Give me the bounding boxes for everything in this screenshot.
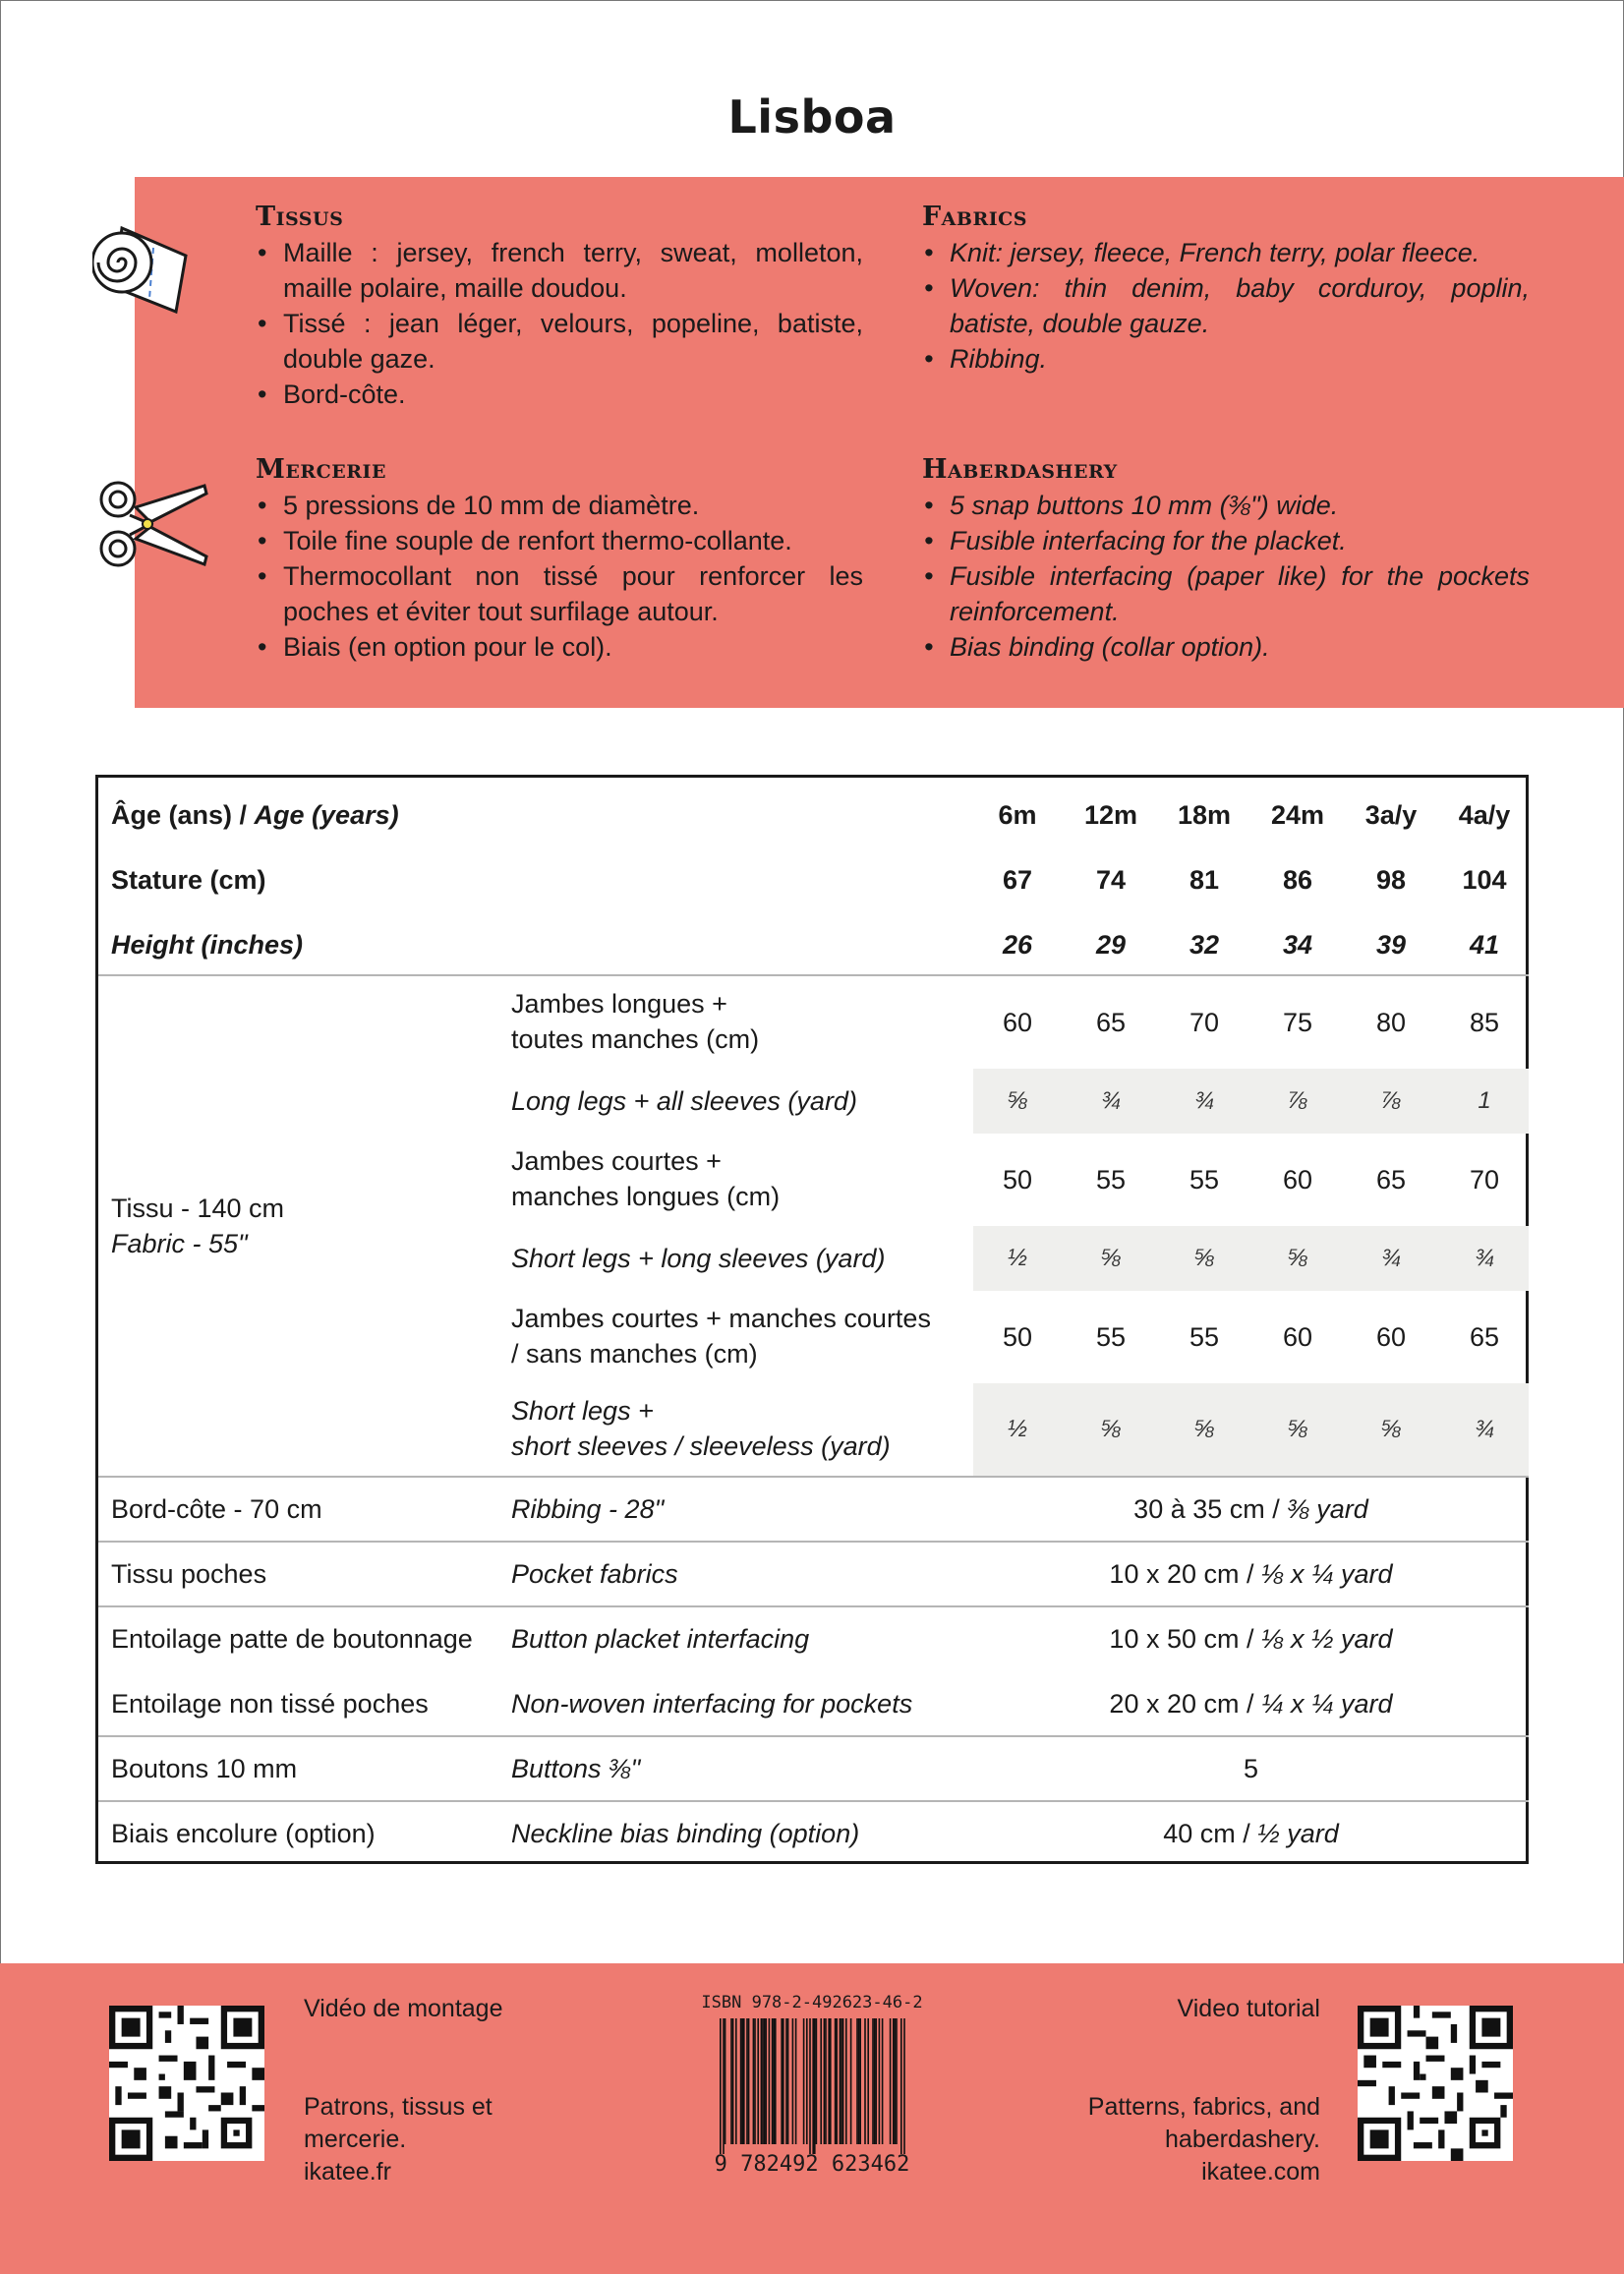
fabrics-fr-heading: Tissus — [256, 202, 344, 232]
table-row — [98, 1802, 1529, 1865]
row-label-en: Buttons ⅜" — [511, 1754, 641, 1783]
stature-value: 86 — [1282, 865, 1313, 895]
fabric-value: 85 — [1469, 1008, 1500, 1037]
barcode-bar — [859, 2018, 861, 2144]
barcode-bar — [896, 2018, 898, 2144]
list-item: • Bord-côte. — [256, 377, 863, 412]
height-value: 26 — [1002, 930, 1033, 960]
quantity-metric: 10 x 50 cm / — [1109, 1624, 1261, 1654]
fabric-row-label-line: toutes manches (cm) — [511, 1024, 760, 1054]
barcode-bar — [795, 2018, 797, 2144]
height-value: 29 — [1095, 930, 1127, 960]
barcode-bar — [741, 2018, 743, 2144]
age-label-fr: Âge (ans) / — [111, 800, 255, 830]
fabric-row-label — [511, 1083, 857, 1119]
quantity-metric: 5 — [1243, 1754, 1259, 1783]
barcode-bar — [772, 2018, 774, 2144]
fabric-row-label — [511, 1143, 780, 1214]
fabric-value: 50 — [1002, 1322, 1033, 1352]
fabric-value: ⅝ — [1007, 1087, 1027, 1114]
age-value: 12m — [1083, 800, 1138, 830]
barcode-bar — [842, 2018, 844, 2144]
fabric-value: ⅝ — [1193, 1416, 1214, 1442]
quantity-imperial: ⅛ x ½ yard — [1261, 1624, 1393, 1654]
barcode-bar — [720, 2018, 722, 2154]
barcode-bar — [836, 2018, 838, 2144]
video-label-fr: Vidéo de montage — [304, 1995, 503, 2022]
shop-text-fr-line: Patrons, tissus et — [304, 2093, 493, 2121]
row-label-fr: Biais encolure (option) — [111, 1819, 376, 1848]
fabric-row-label-line: Short legs + — [511, 1396, 654, 1426]
age-value: 3a/y — [1364, 800, 1418, 830]
barcode-bar — [753, 2018, 755, 2144]
barcode-bar — [867, 2018, 869, 2144]
isbn-label: ISBN 978-2-492623-46-2 — [701, 1993, 923, 2012]
fabric-value: 80 — [1375, 1008, 1407, 1037]
row-label-fr: Tissu poches — [111, 1559, 267, 1589]
haberdashery-fr-heading: Mercerie — [256, 454, 386, 485]
shop-text-en — [1088, 2091, 1320, 2188]
barcode-bar — [841, 2018, 842, 2144]
fabric-row-label — [511, 1301, 931, 1371]
barcode-bar — [856, 2018, 858, 2144]
barcode-bar — [882, 2018, 884, 2144]
fabric-value: ½ — [1007, 1245, 1027, 1271]
page-title: Lisboa — [727, 90, 897, 144]
height-value: 39 — [1375, 930, 1407, 960]
quantity-metric: 10 x 20 cm / — [1109, 1559, 1261, 1589]
shop-text-fr-line: mercerie. — [304, 2126, 407, 2153]
quantity-imperial: ¼ x ¼ yard — [1261, 1689, 1393, 1719]
fabric-value: ¾ — [1474, 1416, 1494, 1442]
row-quantity — [973, 1686, 1529, 1721]
fabric-value: 55 — [1189, 1322, 1220, 1352]
barcode-bar — [725, 2018, 726, 2144]
list-item: • 5 pressions de 10 mm de diamètre. — [256, 488, 863, 523]
stature-label: Stature (cm) — [111, 865, 266, 895]
row-label-en: Neckline bias binding (option) — [511, 1819, 860, 1848]
fabric-value: ¾ — [1474, 1245, 1494, 1271]
barcode-bar — [732, 2018, 734, 2144]
stature-value: 81 — [1189, 865, 1220, 895]
fabric-value: 55 — [1095, 1165, 1127, 1195]
barcode-bar — [809, 2018, 811, 2154]
quantity-imperial: ⅜ yard — [1287, 1494, 1368, 1524]
table-row — [98, 1672, 1529, 1735]
fabric-value: ⅝ — [1380, 1416, 1401, 1442]
barcode-bar — [735, 2018, 737, 2144]
row-label-en: Pocket fabrics — [511, 1559, 678, 1589]
fabric-value: 65 — [1375, 1165, 1407, 1195]
list-item: • Knit: jersey, fleece, French terry, polar fleece. — [922, 235, 1530, 270]
quantity-imperial: ⅛ x ¼ yard — [1261, 1559, 1393, 1589]
quantity-metric: 30 à 35 cm / — [1133, 1494, 1288, 1524]
barcode-bar — [890, 2018, 892, 2144]
fabric-row-label-line: manches longues (cm) — [511, 1182, 781, 1211]
row-label-fr: Boutons 10 mm — [111, 1754, 298, 1783]
shop-text-fr — [304, 2091, 493, 2188]
fabric-row-label-line: Short legs + long sleeves (yard) — [511, 1244, 886, 1273]
row-label-fr: Entoilage non tissé poches — [111, 1689, 429, 1719]
barcode-bar — [769, 2018, 771, 2144]
barcode-bar — [781, 2018, 783, 2144]
row-label-en: Button placket interfacing — [511, 1624, 810, 1654]
shop-text-en-line: haberdashery. — [1165, 2126, 1320, 2153]
haberdashery-en-heading: Haberdashery — [922, 454, 1118, 485]
barcode-bars — [716, 2018, 912, 2154]
barcode-bar — [900, 2018, 902, 2154]
fabric-value: ¾ — [1193, 1087, 1214, 1114]
height-value: 41 — [1469, 930, 1500, 960]
row-label-fr: Bord-côte - 70 cm — [111, 1494, 322, 1524]
barcode-bar — [730, 2018, 732, 2144]
barcode-bar — [830, 2018, 832, 2144]
fabric-row-label-line: Jambes longues + — [511, 989, 727, 1019]
fabric-value: 65 — [1095, 1008, 1127, 1037]
age-label-en: Age (years) — [254, 800, 399, 830]
barcode-bar — [872, 2018, 874, 2144]
list-item: • Woven: thin denim, baby corduroy, poplin, batiste, double gauze. — [922, 270, 1530, 341]
fabric-value: 60 — [1002, 1008, 1033, 1037]
fabric-value: ⅝ — [1100, 1245, 1121, 1271]
barcode-bar — [806, 2018, 808, 2144]
barcode-bar — [903, 2018, 905, 2154]
fabric-group-label — [111, 1191, 284, 1261]
scissors-icon — [96, 478, 209, 571]
barcode-bar — [757, 2018, 759, 2144]
fabrics-en — [922, 200, 1530, 377]
row-quantity — [973, 1751, 1529, 1786]
barcode-bar — [895, 2018, 897, 2144]
row-quantity — [973, 1816, 1529, 1851]
fabric-value: ⅞ — [1380, 1087, 1401, 1114]
barcode-bar — [835, 2018, 837, 2144]
fabric-value: ⅝ — [1100, 1416, 1121, 1442]
barcode-bar — [754, 2018, 756, 2144]
haberdashery-en — [922, 452, 1530, 665]
fabric-row-label-line: Jambes courtes + manches courtes — [511, 1304, 931, 1333]
fabric-value: 55 — [1189, 1165, 1220, 1195]
list-item: • 5 snap buttons 10 mm (⅜") wide. — [922, 488, 1530, 523]
barcode-bar — [825, 2018, 827, 2144]
fabric-label-en: Fabric - 55" — [111, 1229, 248, 1258]
barcode-bar — [743, 2018, 745, 2144]
shop-text-en-line: Patterns, fabrics, and — [1087, 2093, 1320, 2121]
stature-value: 74 — [1095, 865, 1127, 895]
barcode-bar — [845, 2018, 847, 2144]
table-row — [98, 1543, 1529, 1605]
size-table — [95, 775, 1529, 1864]
fabric-label-fr: Tissu - 140 cm — [111, 1194, 285, 1223]
stature-value: 67 — [1002, 865, 1033, 895]
barcode-bar — [740, 2018, 742, 2144]
fabrics-en-heading: Fabrics — [922, 202, 1027, 232]
fabric-roll-icon — [92, 218, 210, 317]
quantity-metric: 40 cm / — [1163, 1819, 1258, 1848]
barcode-digits: 9 782492 623462 — [714, 2152, 910, 2177]
barcode-bar — [761, 2018, 763, 2144]
row-label-fr: Entoilage patte de boutonnage — [111, 1624, 473, 1654]
barcode-bar — [828, 2018, 830, 2144]
fabric-value: ¾ — [1380, 1245, 1401, 1271]
height-value: 34 — [1282, 930, 1313, 960]
fabric-value: ⅞ — [1287, 1087, 1307, 1114]
barcode-bar — [723, 2018, 725, 2154]
barcode-bar — [879, 2018, 881, 2144]
row-label-en: Non-woven interfacing for pockets — [511, 1689, 913, 1719]
fabric-value: 60 — [1375, 1322, 1407, 1352]
fabric-row-label — [511, 986, 759, 1057]
barcode-bar — [765, 2018, 767, 2144]
fabric-value: ½ — [1007, 1416, 1027, 1442]
list-item: • Toile fine souple de renfort thermo-collante. — [256, 523, 863, 558]
site-link-fr[interactable]: ikatee.fr — [304, 2158, 391, 2186]
table-row — [98, 1607, 1529, 1670]
list-item: • Ribbing. — [922, 341, 1530, 377]
barcode-bar — [812, 2018, 814, 2154]
row-quantity — [973, 1556, 1529, 1592]
barcode-bar — [783, 2018, 784, 2144]
list-item: • Maille : jersey, french terry, sweat, molleton, maille polaire, maille doudou. — [256, 235, 863, 306]
age-value: 24m — [1270, 800, 1325, 830]
barcode-bar — [775, 2018, 777, 2144]
fabrics-fr — [256, 200, 863, 412]
quantity-imperial: ½ yard — [1257, 1819, 1339, 1848]
fabric-value: 50 — [1002, 1165, 1033, 1195]
row-quantity — [973, 1491, 1529, 1527]
height-label: Height (inches) — [111, 930, 304, 960]
age-label — [111, 797, 399, 833]
barcode-bar — [746, 2018, 748, 2144]
site-link-en[interactable]: ikatee.com — [1201, 2158, 1320, 2186]
barcode-bar — [792, 2018, 794, 2144]
age-value: 6m — [998, 800, 1037, 830]
fabric-row-label — [511, 1393, 891, 1464]
list-item: • Biais (en option pour le col). — [256, 629, 863, 665]
fabric-value: 1 — [1478, 1087, 1491, 1114]
list-item: • Fusible interfacing (paper like) for the pockets reinforcement. — [922, 558, 1530, 629]
fabric-value: 70 — [1469, 1165, 1500, 1195]
age-value: 18m — [1177, 800, 1232, 830]
barcode-bar — [814, 2018, 816, 2154]
row-label-en: Ribbing - 28" — [511, 1494, 665, 1524]
fabric-value: ¾ — [1100, 1087, 1121, 1114]
stature-value: 98 — [1375, 865, 1407, 895]
fabric-value: ⅝ — [1287, 1416, 1307, 1442]
barcode-bar — [840, 2018, 841, 2144]
barcode-bar — [785, 2018, 787, 2144]
barcode-bar — [864, 2018, 866, 2144]
list-item: • Fusible interfacing for the placket. — [922, 523, 1530, 558]
fabric-value: 70 — [1189, 1008, 1220, 1037]
barcode-bar — [850, 2018, 852, 2144]
quantity-metric: 20 x 20 cm / — [1109, 1689, 1261, 1719]
fabric-row-label-line: / sans manches (cm) — [511, 1339, 758, 1369]
barcode — [694, 1993, 930, 2180]
fabric-value: 55 — [1095, 1322, 1127, 1352]
barcode-bar — [748, 2018, 750, 2144]
row-quantity — [973, 1621, 1529, 1657]
fabric-value: ⅝ — [1287, 1245, 1307, 1271]
barcode-bar — [816, 2018, 818, 2144]
video-label-en: Video tutorial — [1177, 1995, 1320, 2022]
barcode-bar — [824, 2018, 826, 2144]
barcode-bar — [787, 2018, 789, 2144]
qr-code-fr — [109, 2006, 264, 2161]
barcode-bar — [858, 2018, 860, 2144]
barcode-bar — [893, 2018, 895, 2144]
barcode-bar — [803, 2018, 805, 2144]
fabric-value: 65 — [1469, 1322, 1500, 1352]
barcode-bar — [820, 2018, 822, 2144]
barcode-bar — [773, 2018, 775, 2144]
barcode-bar — [875, 2018, 877, 2144]
stature-value: 104 — [1462, 865, 1507, 895]
list-item: • Tissé : jean léger, velours, popeline, batiste, double gaze. — [256, 306, 863, 377]
table-row — [98, 1478, 1529, 1541]
barcode-bar — [762, 2018, 764, 2144]
list-item: • Bias binding (collar option). — [922, 629, 1530, 665]
haberdashery-fr — [256, 452, 863, 665]
table-row — [98, 1737, 1529, 1800]
fabric-row-label-line: short sleeves / sleeveless (yard) — [511, 1431, 891, 1461]
fabric-row-label-line: Long legs + all sleeves (yard) — [511, 1086, 857, 1116]
fabric-value: 60 — [1282, 1165, 1313, 1195]
barcode-bar — [764, 2018, 766, 2144]
fabric-row-label — [511, 1241, 885, 1276]
fabric-value: ⅝ — [1193, 1245, 1214, 1271]
height-value: 32 — [1189, 930, 1220, 960]
fabric-value: 60 — [1282, 1322, 1313, 1352]
fabric-value: 75 — [1282, 1008, 1313, 1037]
barcode-bar — [874, 2018, 876, 2144]
fabric-row-label-line: Jambes courtes + — [511, 1146, 722, 1176]
list-item: • Thermocollant non tissé pour renforcer les poches et éviter tout surfilage autour. — [256, 558, 863, 629]
qr-code-en — [1358, 2006, 1513, 2161]
age-value: 4a/y — [1458, 800, 1511, 830]
